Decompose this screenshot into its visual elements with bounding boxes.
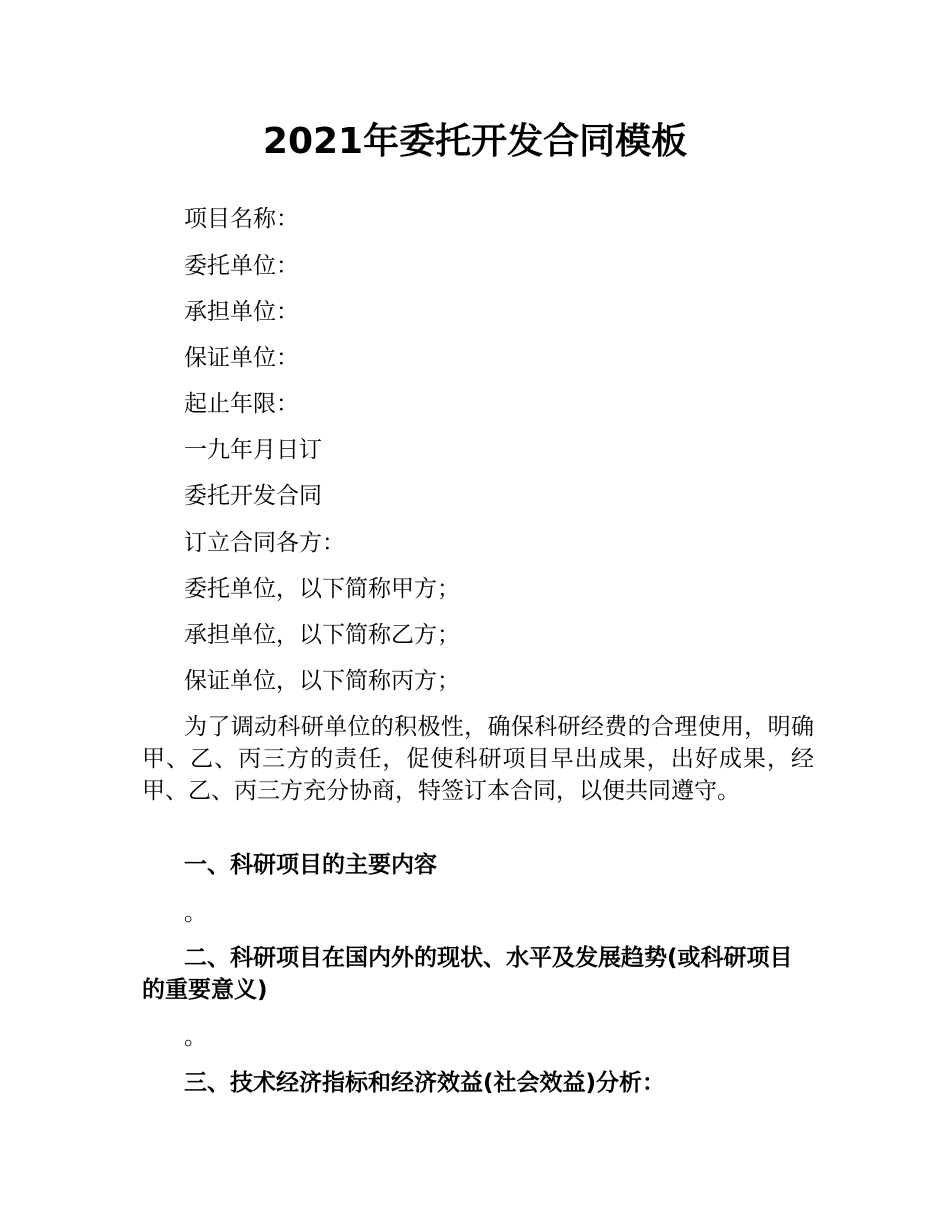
section-body-1: 。 [184,900,207,926]
field-undertaking-unit: 承担单位： [184,299,299,325]
section-heading-2: 二、科研项目在国内外的现状、水平及发展趋势(或科研项目的重要意义) [142,945,793,1003]
parties-label: 订立合同各方： [184,530,345,556]
document-title: 2021年委托开发合同模板 [262,121,688,162]
field-entrusting-unit: 委托单位： [184,253,299,279]
intro-paragraph: 为了调动科研单位的积极性，确保科研经费的合理使用，明确甲、乙、丙三方的责任，促使科研项目早出成果，出好成果，经甲、乙、丙三方充分协商，特签订本合同，以便共同遵守。 [142,714,814,804]
contract-subtitle: 委托开发合同 [184,483,322,509]
party-b-line: 承担单位，以下简称乙方； [184,622,460,648]
date-line: 一九年月日订 [184,437,322,463]
field-project-name: 项目名称： [184,206,299,232]
party-a-line: 委托单位，以下简称甲方； [184,576,460,602]
section-heading-1: 一、科研项目的主要内容 [184,852,437,878]
party-c-line: 保证单位，以下简称丙方； [184,668,460,694]
field-term: 起止年限： [184,391,299,417]
section-body-2: 。 [184,1024,207,1050]
section-heading-3: 三、技术经济指标和经济效益(社会效益)分析： [184,1070,666,1096]
field-guarantee-unit: 保证单位： [184,345,299,371]
